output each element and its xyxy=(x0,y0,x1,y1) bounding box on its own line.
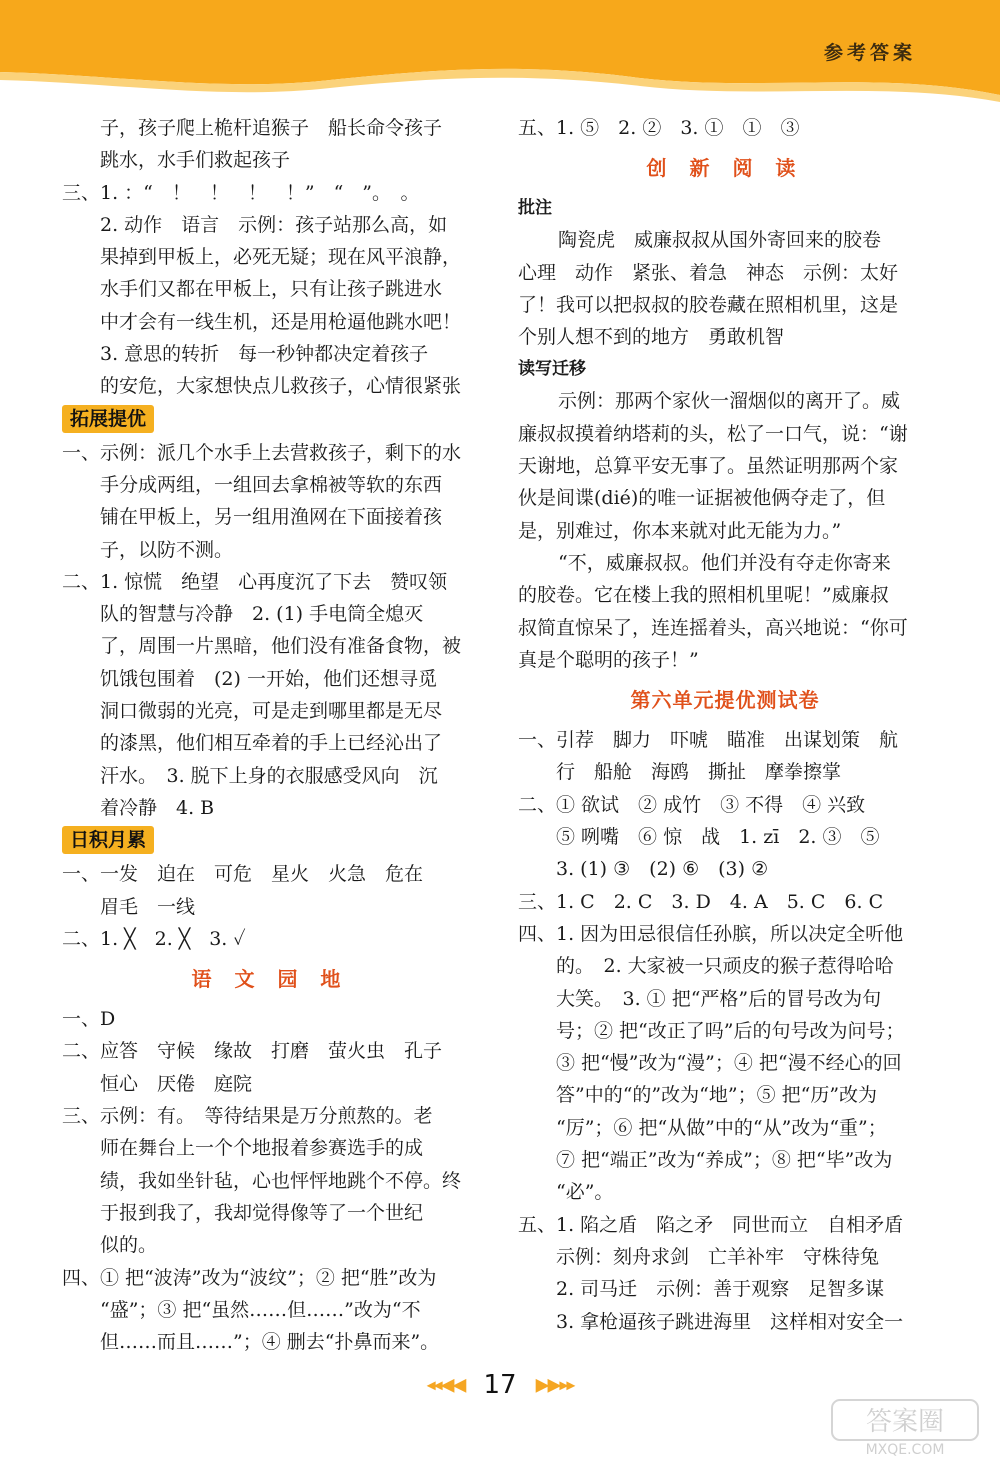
answer-line: “不，威廉叔叔。他们并没有夺走你寄来 xyxy=(558,551,891,574)
section-title: 语 文 园 地 xyxy=(191,967,349,992)
answer-line: 个别人想不到的地方 勇敢机智 xyxy=(518,326,785,349)
answer-line: 中才会有一线生机，还是用枪逼他跳水吧！ xyxy=(100,310,462,333)
answer-line: 于报到我了，我却觉得像等了一个世纪 xyxy=(100,1201,424,1224)
answer-line: 绩，我如坐针毡，心也怦怦地跳个不停。终 xyxy=(100,1169,462,1192)
answer-line: 眉毛 一线 xyxy=(100,895,196,918)
answer-line: 号；② 把“改正了吗”后的句号改为问号； xyxy=(556,1019,905,1042)
prev-arrows-icon: ◂◂◀◀ xyxy=(426,1374,465,1396)
header-title: 参考答案 xyxy=(823,42,916,64)
answer-line: ⑦ 把“端正”改为“养成”；⑧ 把“毕”改为 xyxy=(556,1149,893,1172)
section-heading-pill: 日积月累 xyxy=(62,826,154,854)
answer-line: 陶瓷虎 威廉叔叔从国外寄回来的胶卷 xyxy=(558,229,882,252)
answer-line: 三、1. ：“ ！ ！ ！ ！” “ ”。 。 xyxy=(62,181,420,204)
watermark-logo-icon xyxy=(830,1398,980,1458)
answer-line: 子，孩子爬上桅杆追猴子 船长命令孩子 xyxy=(100,117,443,139)
section-heading-pill: 拓展提优 xyxy=(62,405,154,433)
answer-line: 师在舞台上一个个地报着参赛选手的成 xyxy=(100,1137,424,1160)
answer-line: 汗水。 3. 脱下上身的衣服感受风向 沉 xyxy=(100,764,438,787)
answer-line: 是，别难过，你本来就对此无能为力。” xyxy=(518,519,842,542)
page-number: 17 xyxy=(483,1370,517,1400)
answer-line: 的漆黑，他们相互牵着的手上已经沁出了 xyxy=(100,732,443,755)
sub-heading: 批注 xyxy=(518,198,552,219)
answer-line: 2. 动作 语言 示例：孩子站那么高，如 xyxy=(100,213,448,236)
answer-line: 子，以防不测。 xyxy=(100,538,234,561)
answer-line: 水手们又都在甲板上，只有让孩子跳进水 xyxy=(100,278,443,301)
answer-line: 叔简直惊呆了，连连摇着头，高兴地说：“你可 xyxy=(518,616,908,639)
section-title: 创 新 阅 读 xyxy=(646,156,804,181)
answer-line: ⑤ 咧嘴 ⑥ 惊 战 1. zī 2. ③ ⑤ xyxy=(556,826,880,849)
answer-line: 答”中的“的”改为“地”；⑤ 把“历”改为 xyxy=(556,1084,878,1107)
answer-line: 了！我可以把叔叔的胶卷藏在照相机里，这是 xyxy=(518,293,899,316)
answer-line: ③ 把“慢”改为“漫”；④ 把“漫不经心的回 xyxy=(556,1052,902,1075)
answer-line: 了，周围一片黑暗，他们没有准备食物，被 xyxy=(100,635,462,658)
answer-line: 但……而且……”；④ 删去“扑鼻而来”。 xyxy=(100,1331,440,1354)
answer-line: 似的。 xyxy=(100,1234,158,1257)
sub-heading: 读写迁移 xyxy=(518,359,586,380)
next-arrows-icon: ▶▶▸▸ xyxy=(535,1374,574,1396)
answer-line: 的胶卷。它在楼上我的照相机里呢！”威廉叔 xyxy=(518,584,889,607)
answer-line: 一、引荐 脚力 吓唬 瞄准 出谋划策 航 xyxy=(518,729,899,752)
section-title: 第六单元提优测试卷 xyxy=(630,688,820,713)
answer-line: 二、1. ╳ 2. ╳ 3. ✓ xyxy=(62,927,246,950)
answer-line: 2. 司马迁 示例：善于观察 足智多谋 xyxy=(556,1278,885,1301)
answer-line: 3. (1) ③ (2) ⑥ (3) ② xyxy=(556,858,769,881)
answer-line: “必”。 xyxy=(556,1181,614,1204)
answer-line: 廉叔叔摸着纳塔莉的头，松了一口气，说：“谢 xyxy=(518,422,908,445)
answer-line: “盛”；③ 把“虽然……但……”改为“不 xyxy=(100,1298,421,1321)
answer-line: 洞口微弱的光亮，可是走到哪里都是无尽 xyxy=(100,700,443,723)
answer-line: 的安危，大家想快点儿救孩子，心情很紧张 xyxy=(100,375,462,398)
answer-line: 行 船舱 海鸥 撕扯 摩拳擦掌 xyxy=(556,761,842,784)
answer-line: 天谢地，总算平安无事了。虽然证明那两个家 xyxy=(518,455,899,478)
answer-line: 跳水，水手们救起孩子 xyxy=(100,149,291,172)
answer-line: 饥饿包围着 (2) 一开始，他们还想寻觅 xyxy=(100,667,437,690)
answer-line: 着冷静 4. B xyxy=(100,796,215,819)
answer-line: 一、D xyxy=(62,1008,116,1031)
section-heading-row xyxy=(62,824,478,858)
answer-line: 一、一发 迫在 可危 星火 火急 危在 xyxy=(62,863,424,886)
answer-line: 三、示例：有。 等待结果是万分煎熬的。老 xyxy=(62,1105,433,1128)
answer-line: 五、1. 陷之盾 陷之矛 同世而立 自相矛盾 xyxy=(518,1213,904,1236)
answer-line: 3. 拿枪逼孩子跳进海里 这样相对安全一 xyxy=(556,1310,904,1333)
answer-line: “厉”；⑥ 把“从做”中的“从”改为“重”； xyxy=(556,1116,887,1139)
answer-line: 铺在甲板上，另一组用渔网在下面接着孩 xyxy=(100,506,443,529)
answer-line: 伙是间谍(dié)的唯一证据被他俩夺走了，但 xyxy=(518,487,886,510)
answer-line: 三、1. C 2. C 3. D 4. A 5. C 6. C xyxy=(518,890,884,913)
answer-line: 示例：那两个家伙一溜烟似的离开了。威 xyxy=(558,390,901,413)
answer-line: 大笑。 3. ① 把“严格”后的冒号改为句 xyxy=(556,987,882,1010)
answer-line: 二、应答 守候 缘故 打磨 萤火虫 孔子 xyxy=(62,1040,443,1063)
answer-line: 手分成两组，一组回去拿棉被等软的东西 xyxy=(100,473,443,496)
answer-line: 心理 动作 紧张、着急 神态 示例：太好 xyxy=(518,261,899,284)
answer-line: 队的智慧与冷静 2. (1) 手电筒全熄灭 xyxy=(100,603,424,626)
answer-line: 四、① 把“波涛”改为“波纹”；② 把“胜”改为 xyxy=(62,1266,437,1289)
answer-line: 五、1. ⑤ 2. ② 3. ① ① ③ xyxy=(518,117,800,139)
left-column xyxy=(62,112,478,1358)
answer-line: 恒心 厌倦 庭院 xyxy=(100,1072,253,1095)
right-column xyxy=(518,112,932,1338)
answer-line: 示例：刻舟求剑 亡羊补牢 守株待兔 xyxy=(556,1245,880,1268)
answer-line: 真是个聪明的孩子！” xyxy=(518,648,699,671)
answer-line: 二、① 欲试 ② 成竹 ③ 不得 ④ 兴致 xyxy=(518,793,866,816)
answer-line: 一、示例：派几个水手上去营救孩子，剩下的水 xyxy=(62,441,462,464)
answer-line: 的。 2. 大家被一只顽皮的猴子惹得哈哈 xyxy=(556,955,894,978)
answer-line: 二、1. 惊慌 绝望 心再度沉了下去 赞叹领 xyxy=(62,570,448,593)
answer-line: 果掉到甲板上，必死无疑；现在风平浪静， xyxy=(100,246,462,269)
svg-text:MXQE.COM: MXQE.COM xyxy=(865,1442,945,1458)
svg-text:答案圈: 答案圈 xyxy=(865,1407,945,1437)
section-heading-row xyxy=(62,403,478,437)
answer-line: 四、1. 因为田忌很信任孙膑，所以决定全听他 xyxy=(518,922,904,945)
answer-line: 3. 意思的转折 每一秒钟都决定着孩子 xyxy=(100,343,429,366)
